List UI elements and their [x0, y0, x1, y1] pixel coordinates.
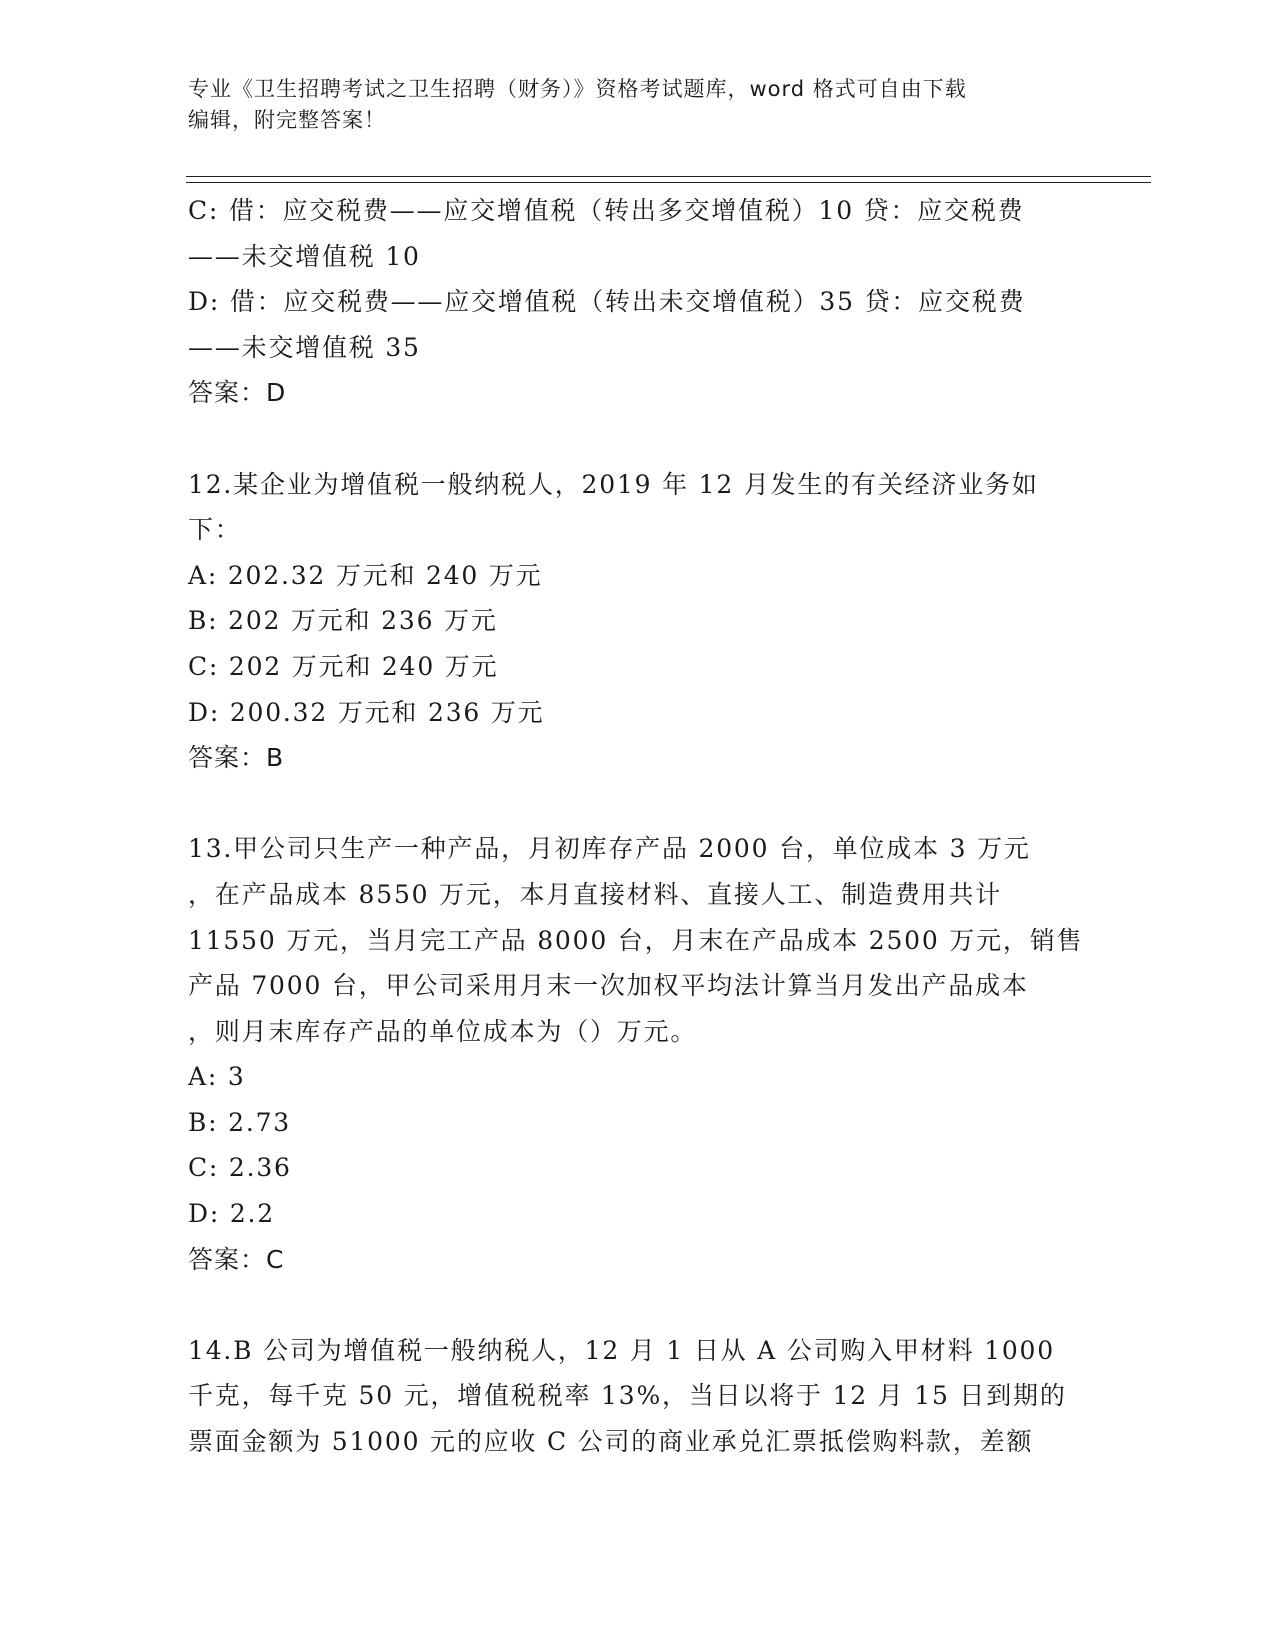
question-list	[188, 188, 1088, 1465]
question-12	[188, 462, 1088, 781]
option-d-continued: ——未交增值税 35	[188, 332, 421, 362]
option-a: A: 3	[188, 1062, 246, 1092]
answer: 答案：C	[188, 1244, 285, 1274]
question-stem: 千克，每千克 50 元，增值税税率 13%，当日以将于 12 月 15 日到期的	[188, 1381, 1067, 1411]
answer: 答案：B	[188, 743, 285, 773]
question-11	[188, 188, 1088, 416]
question-stem: ，则月末库存产品的单位成本为（）万元。	[188, 1016, 698, 1046]
option-d: D: 借：应交税费——应交增值税（转出未交增值税）35 贷：应交税费	[188, 287, 1026, 317]
question-stem: 产品 7000 台，甲公司采用月末一次加权平均法计算当月发出产品成本	[188, 971, 1029, 1001]
question-stem: 11550 万元，当月完工产品 8000 台，月末在产品成本 2500 万元，销售	[188, 925, 1084, 955]
option-c: C: 202 万元和 240 万元	[188, 651, 499, 681]
option-d: D: 200.32 万元和 236 万元	[188, 697, 545, 727]
option-c-continued: ——未交增值税 10	[188, 241, 421, 271]
question-14	[188, 1328, 1088, 1465]
question-stem: 下：	[188, 515, 242, 545]
question-stem: 14.B 公司为增值税一般纳税人，12 月 1 日从 A 公司购入甲材料 1000	[188, 1335, 1055, 1365]
header-divider	[186, 182, 1151, 183]
question-stem: 票面金额为 51000 元的应收 C 公司的商业承兑汇票抵偿购料款，差额	[188, 1427, 1034, 1457]
question-stem: 12.某企业为增值税一般纳税人，2019 年 12 月发生的有关经济业务如	[188, 469, 1039, 499]
question-13	[188, 826, 1088, 1282]
option-d: D: 2.2	[188, 1199, 275, 1229]
question-stem: ，在产品成本 8550 万元，本月直接材料、直接人工、制造费用共计	[188, 879, 1002, 909]
option-b: B: 202 万元和 236 万元	[188, 606, 498, 636]
answer: 答案：D	[188, 378, 287, 408]
option-c: C: 借：应交税费——应交增值税（转出多交增值税）10 贷：应交税费	[188, 196, 1025, 225]
document-header	[188, 74, 1068, 136]
option-a: A: 202.32 万元和 240 万元	[188, 560, 543, 590]
option-c: C: 2.36	[188, 1153, 292, 1183]
option-b: B: 2.73	[188, 1107, 292, 1137]
header-divider	[186, 176, 1151, 177]
header-line: 编辑，附完整答案！	[188, 108, 386, 132]
question-stem: 13.甲公司只生产一种产品，月初库存产品 2000 台，单位成本 3 万元	[188, 834, 1031, 864]
header-line: 专业《卫生招聘考试之卫生招聘（财务）》资格考试题库，word 格式可自由下载	[188, 77, 967, 101]
